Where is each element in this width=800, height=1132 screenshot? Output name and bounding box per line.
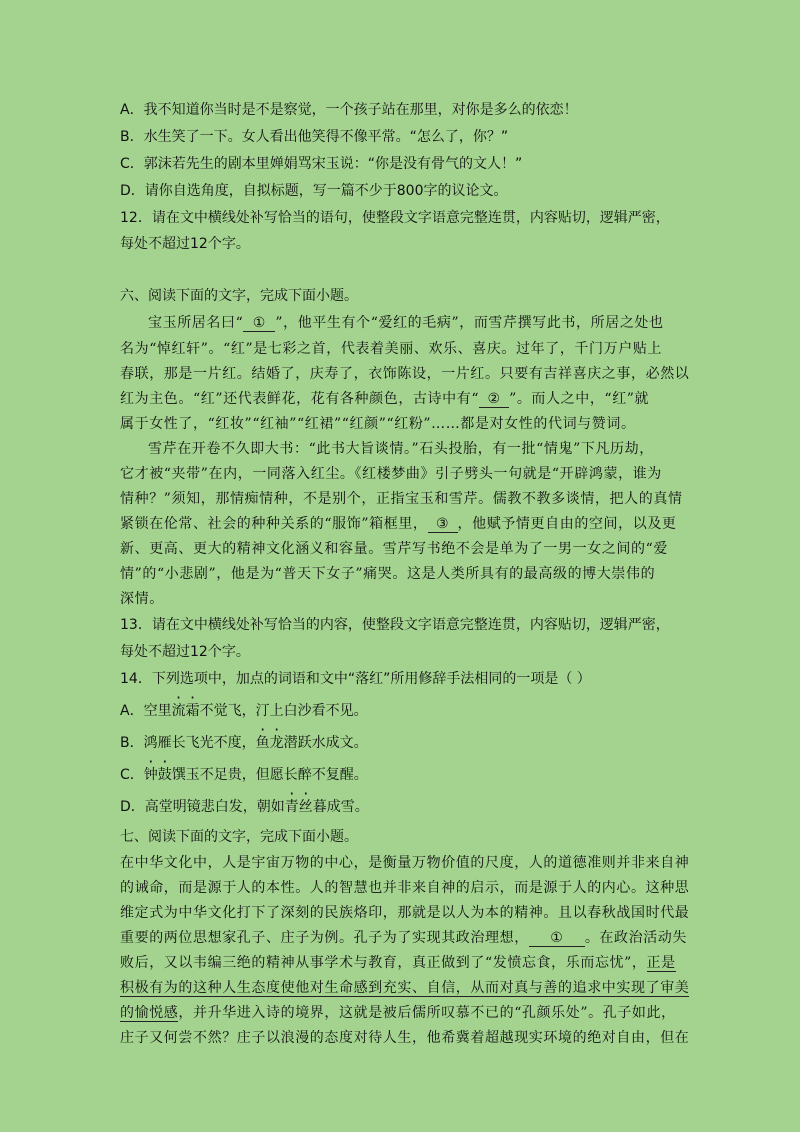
- q12-stem-line2: 每处不超过12个字。: [120, 236, 250, 252]
- s7-line7: 的愉悦感，并升华进入诗的境界，这就是被后儒所叹慕不已的“孔颜乐处”。孔子如此，: [120, 1005, 676, 1021]
- q14-stem: 14．下列选项中，加点的词语和文中“落红”所用修辞手法相同的一项是（ ）: [120, 671, 591, 687]
- s6-p2-line2: 它才被“夹带”在内，一同落入红尘。《红楼梦曲》引子劈头一句就是“开辟鸿蒙，谁为: [120, 466, 662, 482]
- section7-heading: 七、阅读下面的文字，完成下面小题。: [120, 829, 358, 845]
- s7-line8: 庄子又何尝不然？庄子以浪漫的态度对待人生，他希冀着超越现实环境的绝对自由，但在: [120, 1030, 690, 1046]
- s6-p2-line7: 深情。: [120, 591, 164, 607]
- s7-line3: 维定式为中华文化打下了深刻的民族烙印，那就是以人为本的精神。且以春秋战国时代最: [120, 905, 690, 921]
- q14-option-d: D．高堂明镜悲白发，朝如青丝暮成雪。: [120, 796, 369, 816]
- s6-p1-line1: 宝玉所居名曰“ ① ”，他平生有个“爱红的毛病”，而雪芹撰写此书，所居之处也: [148, 315, 664, 331]
- s6-p2-line3: 情种？”须知，那情痴情种，不是别个，正指宝玉和雪芹。儒教不教多谈情，把人的真情: [120, 491, 683, 507]
- q11-option-d: D．请你自选角度，自拟标题，写一篇不少于800字的议论文。: [120, 183, 508, 199]
- q14-option-b: B．鸿雁长飞光不度，鱼龙潜跃水成文。: [120, 732, 368, 752]
- s7-line4: 重要的两位思想家孔子、庄子为例。孔子为了实现其政治理想， ① 。在政治活动失: [120, 930, 688, 946]
- s7-line6: [120, 977, 689, 997]
- dotted-char: 鼓: [157, 767, 172, 783]
- dotted-char: 龙: [269, 735, 284, 751]
- dotted-char: 流: [171, 703, 186, 719]
- dotted-char: 青: [284, 799, 299, 815]
- q11-option-b: B．水生笑了一下。女人看出他笑得不像平常。“怎么了，你？”: [120, 129, 509, 145]
- q12-stem-line1: 12．请在文中横线处补写恰当的语句，使整段文字语意完整连贯，内容贴切，逻辑严密，: [120, 210, 670, 226]
- dotted-char: 钟: [143, 767, 158, 783]
- q13-stem-line2: 每处不超过12个字。: [120, 644, 250, 660]
- blank-3: ③: [428, 517, 458, 533]
- underlined-text: 的愉悦感: [120, 1005, 179, 1021]
- s6-p1-line5: 属于女性了，“红妆”“红袖”“红裙”“红颜”“红粉”……都是对女性的代词与赞词。: [120, 416, 636, 432]
- s7-line1: 在中华文化中，人是宇宙万物的中心，是衡量万物价值的尺度，人的道德准则并非来自神: [120, 855, 690, 871]
- q11-option-a: A．我不知道你当时是不是察觉，一个孩子站在那里，对你是多么的依恋！: [120, 102, 578, 118]
- q13-stem-line1: 13．请在文中横线处补写恰当的内容，使整段文字语意完整连贯，内容贴切，逻辑严密，: [120, 617, 670, 633]
- s6-p2-line1: 雪芹在开卷不久即大书：“此书大旨谈情。”石头投胎，有一批“情鬼”下凡历劫，: [148, 441, 654, 457]
- blank-2: ②: [479, 392, 509, 408]
- blank-1: ①: [243, 316, 275, 332]
- s6-p1-line3: 春联，那是一片红。结婚了，庆寿了，衣饰陈设，一片红。只要有吉祥喜庆之事，必然以: [120, 366, 690, 382]
- s6-p1-line2: 名为“悼红轩”。“红”是七彩之首，代表着美丽、欢乐、喜庆。过年了，千门万户贴上: [120, 341, 663, 357]
- blank-s7-1: ①: [529, 931, 585, 947]
- s7-line5: 败后，又以韦编三绝的精神从事学术与教育，真正做到了“发愤忘食，乐而忘忧”，正是: [120, 955, 676, 971]
- section6-heading: 六、阅读下面的文字，完成下面小题。: [120, 288, 358, 304]
- s7-line2: 的诫命，而是源于人的本性。人的智慧也并非来自神的启示，而是源于人的内心。这种思: [120, 880, 690, 896]
- s6-p1-line4: 红为主色。“红”还代表鲜花，花有各种颜色，古诗中有“ ② ”。而人之中，“红”就: [120, 391, 650, 407]
- dotted-char: 鱼: [255, 735, 270, 751]
- dotted-char: 霜: [185, 703, 200, 719]
- s6-p2-line4: 紧锁在伦常、社会的种种关系的“服饰”箱框里， ③ ，他赋予情更自由的空间，以及更: [120, 516, 677, 532]
- underlined-text: 积极有为的这种人生态度使他对生命感到充实、自信，从而对真与善的追求中实现了审美: [120, 980, 690, 996]
- q14-option-a: A．空里流霜不觉飞，汀上白沙看不见。: [120, 700, 368, 720]
- dotted-char: 丝: [298, 799, 313, 815]
- s6-p2-line6: 情”的“小悲剧”，他是为“普天下女子”痛哭。这是人类所具有的最高级的博大崇伟的: [120, 566, 656, 582]
- q14-option-c: C．钟鼓馔玉不足贵，但愿长醉不复醒。: [120, 764, 368, 784]
- underlined-text: 正是: [646, 955, 676, 971]
- s6-p2-line5: 新、更高、更大的精神文化涵义和容量。雪芹写书绝不会是单为了一男一女之间的“爱: [120, 541, 668, 557]
- q11-option-c: C．郭沫若先生的剧本里婵娟骂宋玉说：“你是没有骨气的文人！”: [120, 156, 523, 172]
